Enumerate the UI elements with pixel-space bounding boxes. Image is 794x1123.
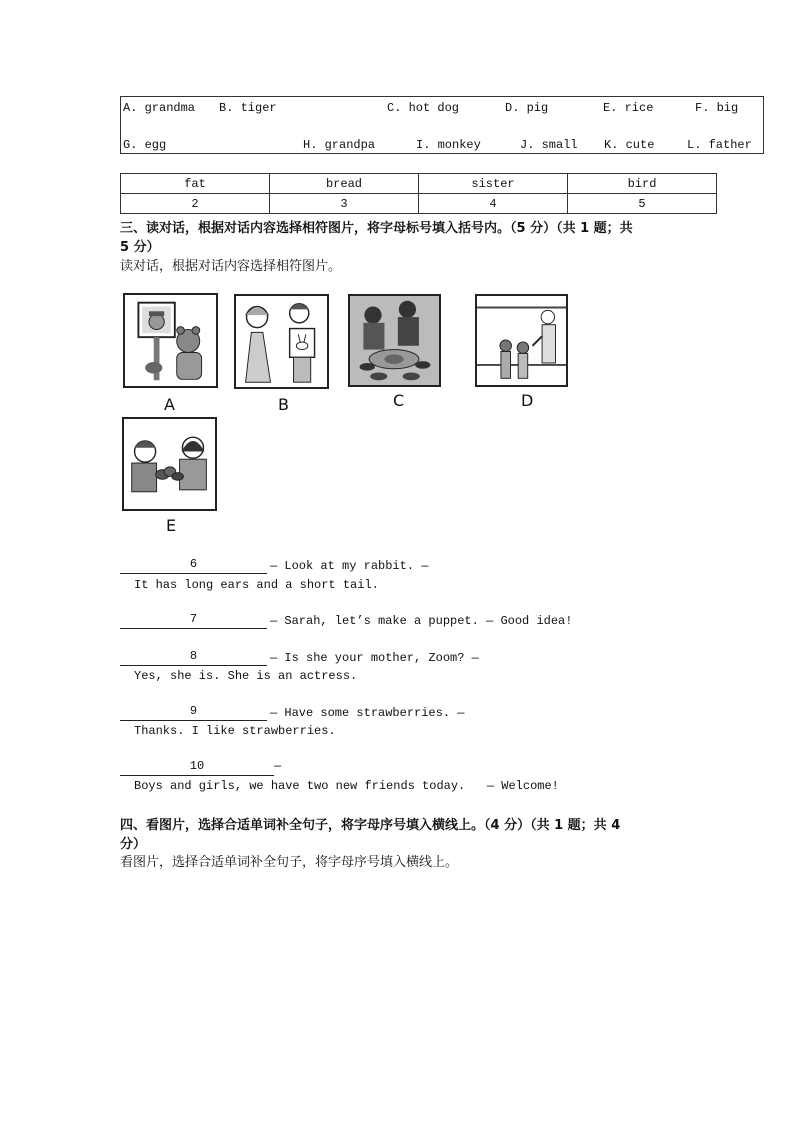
table-cell: bird (568, 174, 717, 194)
table-cell: 2 (121, 194, 270, 214)
table-cell: fat (121, 174, 270, 194)
word-option-g: G. egg (123, 138, 167, 152)
picture-b (234, 294, 329, 389)
table-cell: bread (270, 174, 419, 194)
section3-heading-line2: 5 分） (120, 240, 160, 255)
dialogue-6-line1: — Look at my rabbit. — (270, 559, 429, 573)
word-option-f: F. big (695, 101, 739, 115)
picture-b-label: B (278, 395, 289, 414)
picture-d (475, 294, 568, 387)
picture-a-illustration (125, 295, 216, 386)
table-cell: 3 (270, 194, 419, 214)
picture-c (348, 294, 441, 387)
word-option-i: I. monkey (416, 138, 481, 152)
table-cell: 4 (419, 194, 568, 214)
table-row (121, 174, 717, 194)
section3-heading-line1: 三、读对话，根据对话内容选择相符图片，将字母标号填入括号内。（5 分）（共 1 题；共 (120, 221, 633, 236)
dialogue-8-line2: Yes, she is. She is an actress. (134, 669, 358, 683)
picture-c-label: C (393, 391, 405, 410)
word-option-k: K. cute (604, 138, 655, 152)
section4-heading-line2: 分） (120, 837, 147, 852)
picture-b-illustration (236, 296, 327, 387)
picture-a (123, 293, 218, 388)
picture-c-illustration (350, 296, 439, 385)
answer-blank-7[interactable]: 7 (120, 612, 267, 629)
dialogue-6-line2: It has long ears and a short tail. (134, 578, 379, 592)
dialogue-8-line1: — Is she your mother, Zoom? — (270, 651, 479, 665)
picture-e-label: E (166, 516, 177, 535)
word-option-a: A. grandma (123, 101, 196, 115)
word-option-l: L. father (687, 138, 752, 152)
answer-blank-9[interactable]: 9 (120, 704, 267, 721)
word-bank-box (120, 96, 764, 154)
dialogue-10-line1: — (274, 759, 282, 773)
picture-d-label: D (521, 391, 534, 410)
section4-heading-line1: 四、看图片，选择合适单词补全句子，将字母序号填入横线上。（4 分）（共 1 题；共 4 (120, 818, 621, 833)
dialogue-9-line1: — Have some strawberries. — (270, 706, 465, 720)
section4-instruction: 看图片，选择合适单词补全句子，将字母序号填入横线上。 (120, 855, 459, 870)
table-cell: 5 (568, 194, 717, 214)
answer-blank-8[interactable]: 8 (120, 649, 267, 666)
word-option-b: B. tiger (219, 101, 277, 115)
word-option-j: J. small (520, 138, 578, 152)
table-cell: sister (419, 174, 568, 194)
answer-blank-10[interactable]: 10 (120, 759, 274, 776)
dialogue-9-line2: Thanks. I like strawberries. (134, 724, 336, 738)
dialogue-7-line1: — Sarah, let’s make a puppet. — Good idea! (270, 614, 573, 628)
word-option-c: C. hot dog (387, 101, 460, 115)
table-row (121, 194, 717, 214)
answer-table (120, 173, 717, 214)
picture-d-illustration (477, 296, 566, 385)
section3-instruction: 读对话，根据对话内容选择相符图片。 (120, 259, 342, 274)
word-option-e: E. rice (603, 101, 654, 115)
picture-a-label: A (164, 395, 175, 414)
word-option-h: H. grandpa (303, 138, 376, 152)
dialogue-10-line2: Boys and girls, we have two new friends today. — Welcome! (134, 779, 559, 793)
picture-e-illustration (124, 419, 215, 509)
word-option-d: D. pig (505, 101, 549, 115)
picture-e (122, 417, 217, 511)
answer-blank-6[interactable]: 6 (120, 557, 267, 574)
